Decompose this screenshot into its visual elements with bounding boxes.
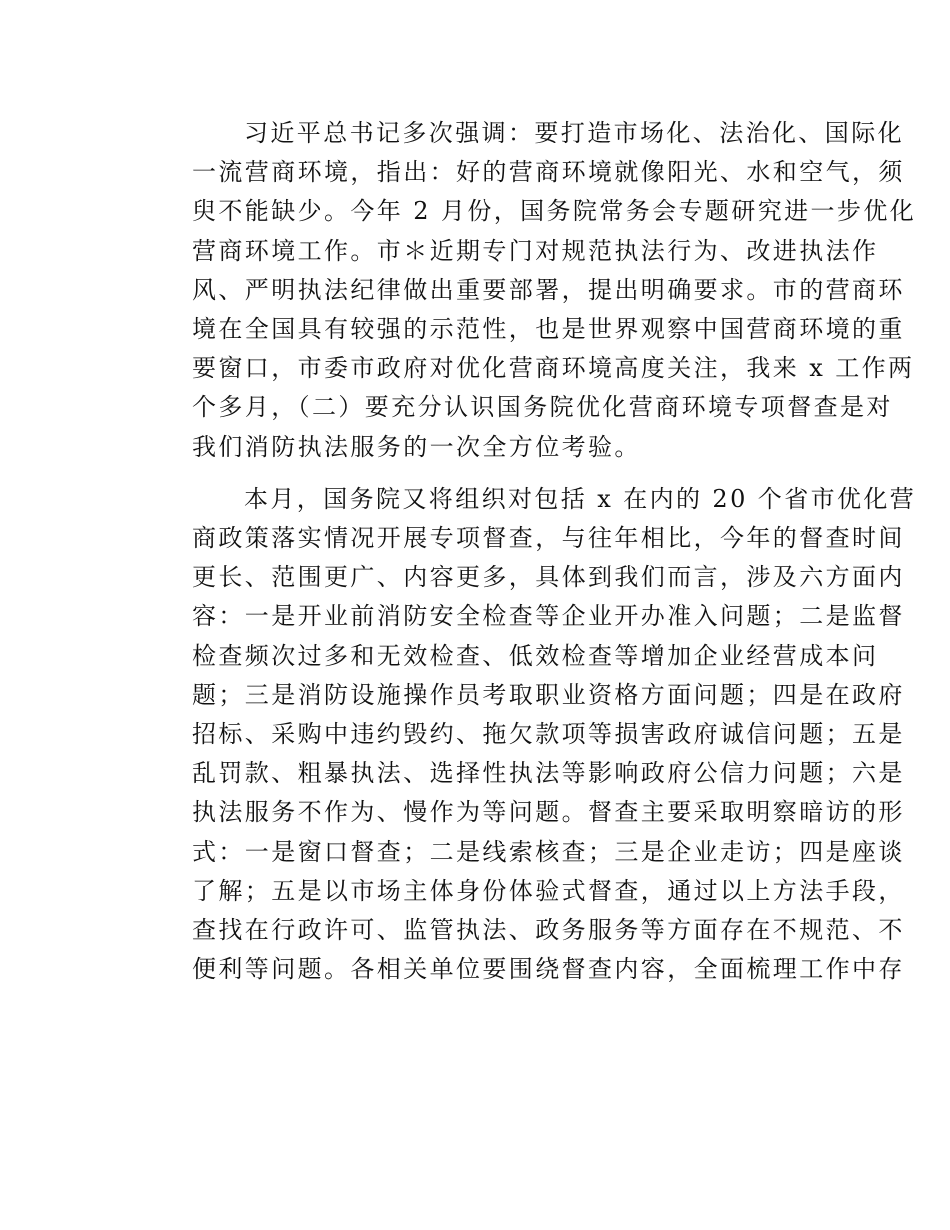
- text-line: 风、严明执法纪律做出重要部署，提出明确要求。市的营商环: [192, 275, 905, 304]
- text-line: 我们消防执法服务的一次全方位考验。: [192, 432, 641, 461]
- paragraph-1: [140, 114, 917, 467]
- text-line: 容：一是开业前消防安全检查等企业开办准入问题；二是监督: [192, 602, 905, 631]
- text-line: 一流营商环境，指出：好的营商环境就像阳光、水和空气，须: [192, 158, 905, 187]
- text-line: 式：一是窗口督查；二是线索核查；三是企业走访；四是座谈: [192, 837, 905, 866]
- document-body: [140, 114, 917, 989]
- text-line: 检查频次过多和无效检查、低效检查等增加企业经营成本问: [192, 641, 879, 670]
- text-line: 要窗口，市委市政府对优化营商环境高度关注，我来 x 工作两: [192, 354, 915, 383]
- text-line: 臾不能缺少。今年 2 月份，国务院常务会专题研究进一步优化: [192, 197, 917, 226]
- paragraph-2: [140, 480, 917, 990]
- text-line: 招标、采购中违约毁约、拖欠款项等损害政府诚信问题；五是: [192, 720, 905, 749]
- text-line: 了解；五是以市场主体身份体验式督查，通过以上方法手段，: [192, 876, 905, 905]
- text-line: 查找在行政许可、监管执法、政务服务等方面存在不规范、不: [192, 916, 905, 945]
- text-line: 习近平总书记多次强调：要打造市场化、法治化、国际化: [244, 119, 904, 147]
- text-line: 本月，国务院又将组织对包括 x 在内的 20 个省市优化营: [244, 484, 917, 513]
- text-line: 执法服务不作为、慢作为等问题。督查主要采取明察暗访的形: [192, 798, 905, 827]
- text-line: 个多月，（二）要充分认识国务院优化营商环境专项督查是对: [192, 393, 893, 422]
- text-line: 境在全国具有较强的示范性，也是世界观察中国营商环境的重: [192, 315, 905, 344]
- text-line: 商政策落实情况开展专项督查，与往年相比，今年的督查时间: [192, 524, 905, 553]
- text-line: 题；三是消防设施操作员考取职业资格方面问题；四是在政府: [192, 680, 905, 709]
- text-line: 营商环境工作。市＊近期专门对规范执法行为、改进执法作: [192, 236, 879, 265]
- text-line: 更长、范围更广、内容更多，具体到我们而言，涉及六方面内: [192, 563, 905, 592]
- text-line: 乱罚款、粗暴执法、选择性执法等影响政府公信力问题；六是: [192, 759, 905, 788]
- text-line: 便利等问题。各相关单位要围绕督查内容，全面梳理工作中存: [192, 955, 905, 984]
